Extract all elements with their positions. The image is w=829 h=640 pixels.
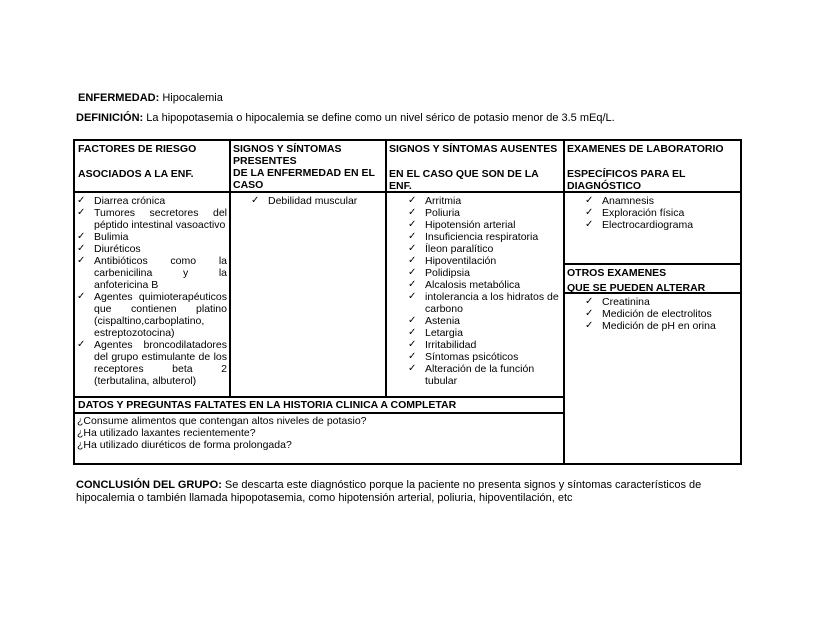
otros-list (583, 296, 739, 332)
list-item: ✓ Antibióticos como la carbenicilina y la anfotericina B (75, 255, 227, 291)
definicion-value: La hipopotasemia o hipocalemia se define como un nivel sérico de potasio menor de 3.5 mEq/L. (146, 112, 615, 124)
list-item: ✓ Anamnesis (583, 195, 739, 207)
conclusion-label: CONCLUSIÓN DEL GRUPO: (76, 479, 222, 491)
question-1: ¿Consume alimentos que contengan altos niveles de potasio? (77, 415, 367, 427)
list-item: ✓ Íleon paralítico (406, 243, 564, 255)
definicion-label: DEFINICIÓN: (76, 112, 144, 124)
list-item: ✓ Arritmia (406, 195, 564, 207)
col4-header (567, 143, 739, 192)
definicion-line (76, 112, 615, 124)
list-item: ✓ Síntomas psicóticos (406, 351, 564, 363)
otros-header (567, 267, 739, 295)
datos-bottom-divider (75, 412, 565, 414)
list-item: ✓ Irritabilidad (406, 339, 564, 351)
list-item: ✓ Astenia (406, 315, 564, 327)
list-item: ✓ Poliuria (406, 207, 564, 219)
list-item: ✓ Bulimia (75, 231, 227, 243)
enfermedad-label: ENFERMEDAD: (78, 92, 160, 104)
list-item: ✓ Medición de pH en orina (583, 320, 739, 332)
col3-header-line2: EN EL CASO QUE SON DE LA ENF. (389, 168, 539, 192)
list-item: ✓ Diuréticos (75, 243, 227, 255)
list-item: ✓ Agentes quimioterapéuticos que contienen platino (cispaltino,carboplatino, estreptozotocina) (75, 291, 227, 339)
list-item: ✓ Electrocardiograma (583, 219, 739, 231)
col3-list (406, 195, 564, 387)
list-item: ✓ Alteración de la función tubular (406, 363, 564, 387)
conclusion-paragraph (76, 479, 756, 505)
col3-header (389, 143, 561, 192)
col4-header-line2: ESPECÍFICOS PARA EL DIAGNÓSTICO (567, 168, 686, 192)
col1-header-line2: ASOCIADOS A LA ENF. (78, 168, 194, 180)
question-2: ¿Ha utilizado laxantes recientemente? (77, 427, 256, 439)
col4-header-line1: EXAMENES DE LABORATORIO (567, 143, 724, 155)
list-item: ✓ Tumores secretores del péptido intestinal vasoactivo (75, 207, 227, 231)
list-item: ✓ Creatinina (583, 296, 739, 308)
list-item: ✓ intolerancia a los hidratos de carbono (406, 291, 564, 315)
list-item: ✓ Exploración física (583, 207, 739, 219)
col2-list (249, 195, 383, 207)
list-item: ✓ Agentes broncodilatadores del grupo estimulante de los receptores beta 2 (terbutalina, albuterol) (75, 339, 227, 387)
col1-header-line1: FACTORES DE RIESGO (78, 143, 197, 155)
col3-header-line1: SIGNOS Y SÍNTOMAS AUSENTES (389, 143, 558, 155)
divider-col2 (385, 141, 387, 398)
diagnostic-table (73, 139, 742, 465)
list-item: ✓ Alcalosis metabólica (406, 279, 564, 291)
otros-header-line2: QUE SE PUEDEN ALTERAR (567, 282, 706, 294)
question-3: ¿Ha utilizado diuréticos de forma prolongada? (77, 439, 292, 451)
datos-top-divider (75, 396, 565, 398)
col1-header (78, 143, 228, 180)
enfermedad-line (78, 92, 223, 104)
col2-header-line1: SIGNOS Y SÍNTOMAS PRESENTES (233, 143, 342, 167)
otros-top-divider (563, 263, 740, 265)
otros-header-line1: OTROS EXAMENES (567, 267, 667, 279)
divider-col1 (229, 141, 231, 398)
datos-header: DATOS Y PREGUNTAS FALTATES EN LA HISTORIA CLINICA A COMPLETAR (78, 399, 457, 411)
list-item: ✓ Hipoventilación (406, 255, 564, 267)
list-item: ✓ Polidipsia (406, 267, 564, 279)
col2-header-line2: DE LA ENFERMEDAD EN EL CASO (233, 167, 375, 191)
list-item: ✓ Medición de electrolitos (583, 308, 739, 320)
list-item: ✓ Letargia (406, 327, 564, 339)
col4-list (583, 195, 739, 231)
list-item: ✓ Diarrea crónica (75, 195, 227, 207)
col2-header (233, 143, 383, 191)
list-item: ✓ Hipotensión arterial (406, 219, 564, 231)
conclusion-value: Se descarta este diagnóstico porque la paciente no presenta signos y síntomas característicos de hipocalemia o también llamada hipopotasemia, como hipotensión arterial, poliuria, hipoventilación, etc (76, 479, 702, 504)
list-item: ✓ Debilidad muscular (249, 195, 383, 207)
list-item: ✓ Insuficiencia respiratoria (406, 231, 564, 243)
col1-list (75, 195, 227, 387)
enfermedad-value: Hipocalemia (162, 92, 223, 104)
